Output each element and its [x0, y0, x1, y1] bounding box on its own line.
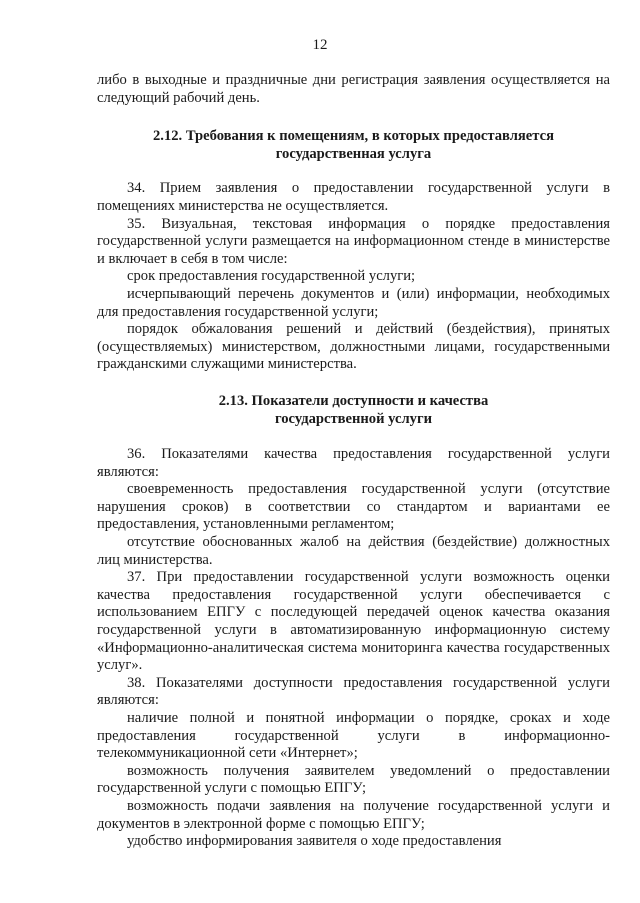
- section-2-13-heading-line2: государственной услуги: [274, 410, 433, 427]
- section-2-13-heading: [97, 393, 610, 428]
- page-number: 12: [312, 37, 328, 53]
- paragraph-34: 34. Прием заявления о предоставлении государственной услуги в помещениях министерства не осуществляется.: [97, 180, 610, 214]
- section-2-12-body: [97, 180, 610, 374]
- list-item-timeliness: своевременность предоставления государственной услуги (отсутствие нарушения сроков) в соответствии со стандартом и вариантами ее предоставления, установленными регламентом;: [97, 481, 610, 533]
- section-2-12-heading-line1: 2.12. Требования к помещениям, в которых предоставляется: [153, 128, 554, 145]
- list-item-electronic-submission: возможность подачи заявления на получение государственной услуги и документов в электронной форме с помощью ЕПГУ;: [97, 797, 610, 832]
- list-item-informing: удобство информирования заявителя о ходе предоставления: [127, 833, 502, 850]
- paragraph-38: 38. Показателями доступности предоставления государственной услуги являются:: [97, 674, 610, 709]
- document-body: [97, 72, 610, 851]
- paragraph-36: 36. Показателями качества предоставления государственной услуги являются:: [97, 446, 610, 480]
- list-item-documents: исчерпывающий перечень документов и (или) информации, необходимых для предоставления государственной услуги;: [97, 285, 610, 320]
- list-item-appeal: порядок обжалования решений и действий (бездействия), принятых (осуществляемых) министерством, должностными лицами, государственными гражданскими служащими министерства.: [97, 321, 610, 373]
- section-2-12-heading: [97, 128, 610, 163]
- section-2-13-body: [97, 446, 610, 851]
- list-item-information: наличие полной и понятной информации о порядке, сроках и ходе предоставления государственной услуги в информационно-телекоммуникационной сети «Интернет»;: [97, 710, 610, 762]
- paragraph-35: 35. Визуальная, текстовая информация о порядке предоставления государственной услуги размещается на информационном стенде в министерстве и включает в себя в том числе:: [97, 215, 610, 267]
- list-item-notifications: возможность получения заявителем уведомлений о предоставлении государственной услуги с помощью ЕПГУ;: [97, 762, 610, 797]
- intro-paragraph: либо в выходные и праздничные дни регистрация заявления осуществляется на следующий рабочий день.: [97, 72, 610, 106]
- paragraph-37: 37. При предоставлении государственной услуги возможность оценки качества предоставления государственной услуги обеспечивается с использованием ЕПГУ с последующей передачей оценок качества оказания государственной услуги в автоматизированную информационную систему «Информационно-аналитическая система мониторинга качества государственных услуг».: [97, 569, 610, 674]
- section-2-12-heading-line2: государственная услуга: [275, 145, 432, 162]
- section-2-13-heading-line1: 2.13. Показатели доступности и качества: [218, 392, 489, 409]
- list-item-term: срок предоставления государственной услуги;: [127, 268, 416, 285]
- list-item-no-complaints: отсутствие обоснованных жалоб на действия (бездействие) должностных лиц министерства.: [97, 534, 610, 568]
